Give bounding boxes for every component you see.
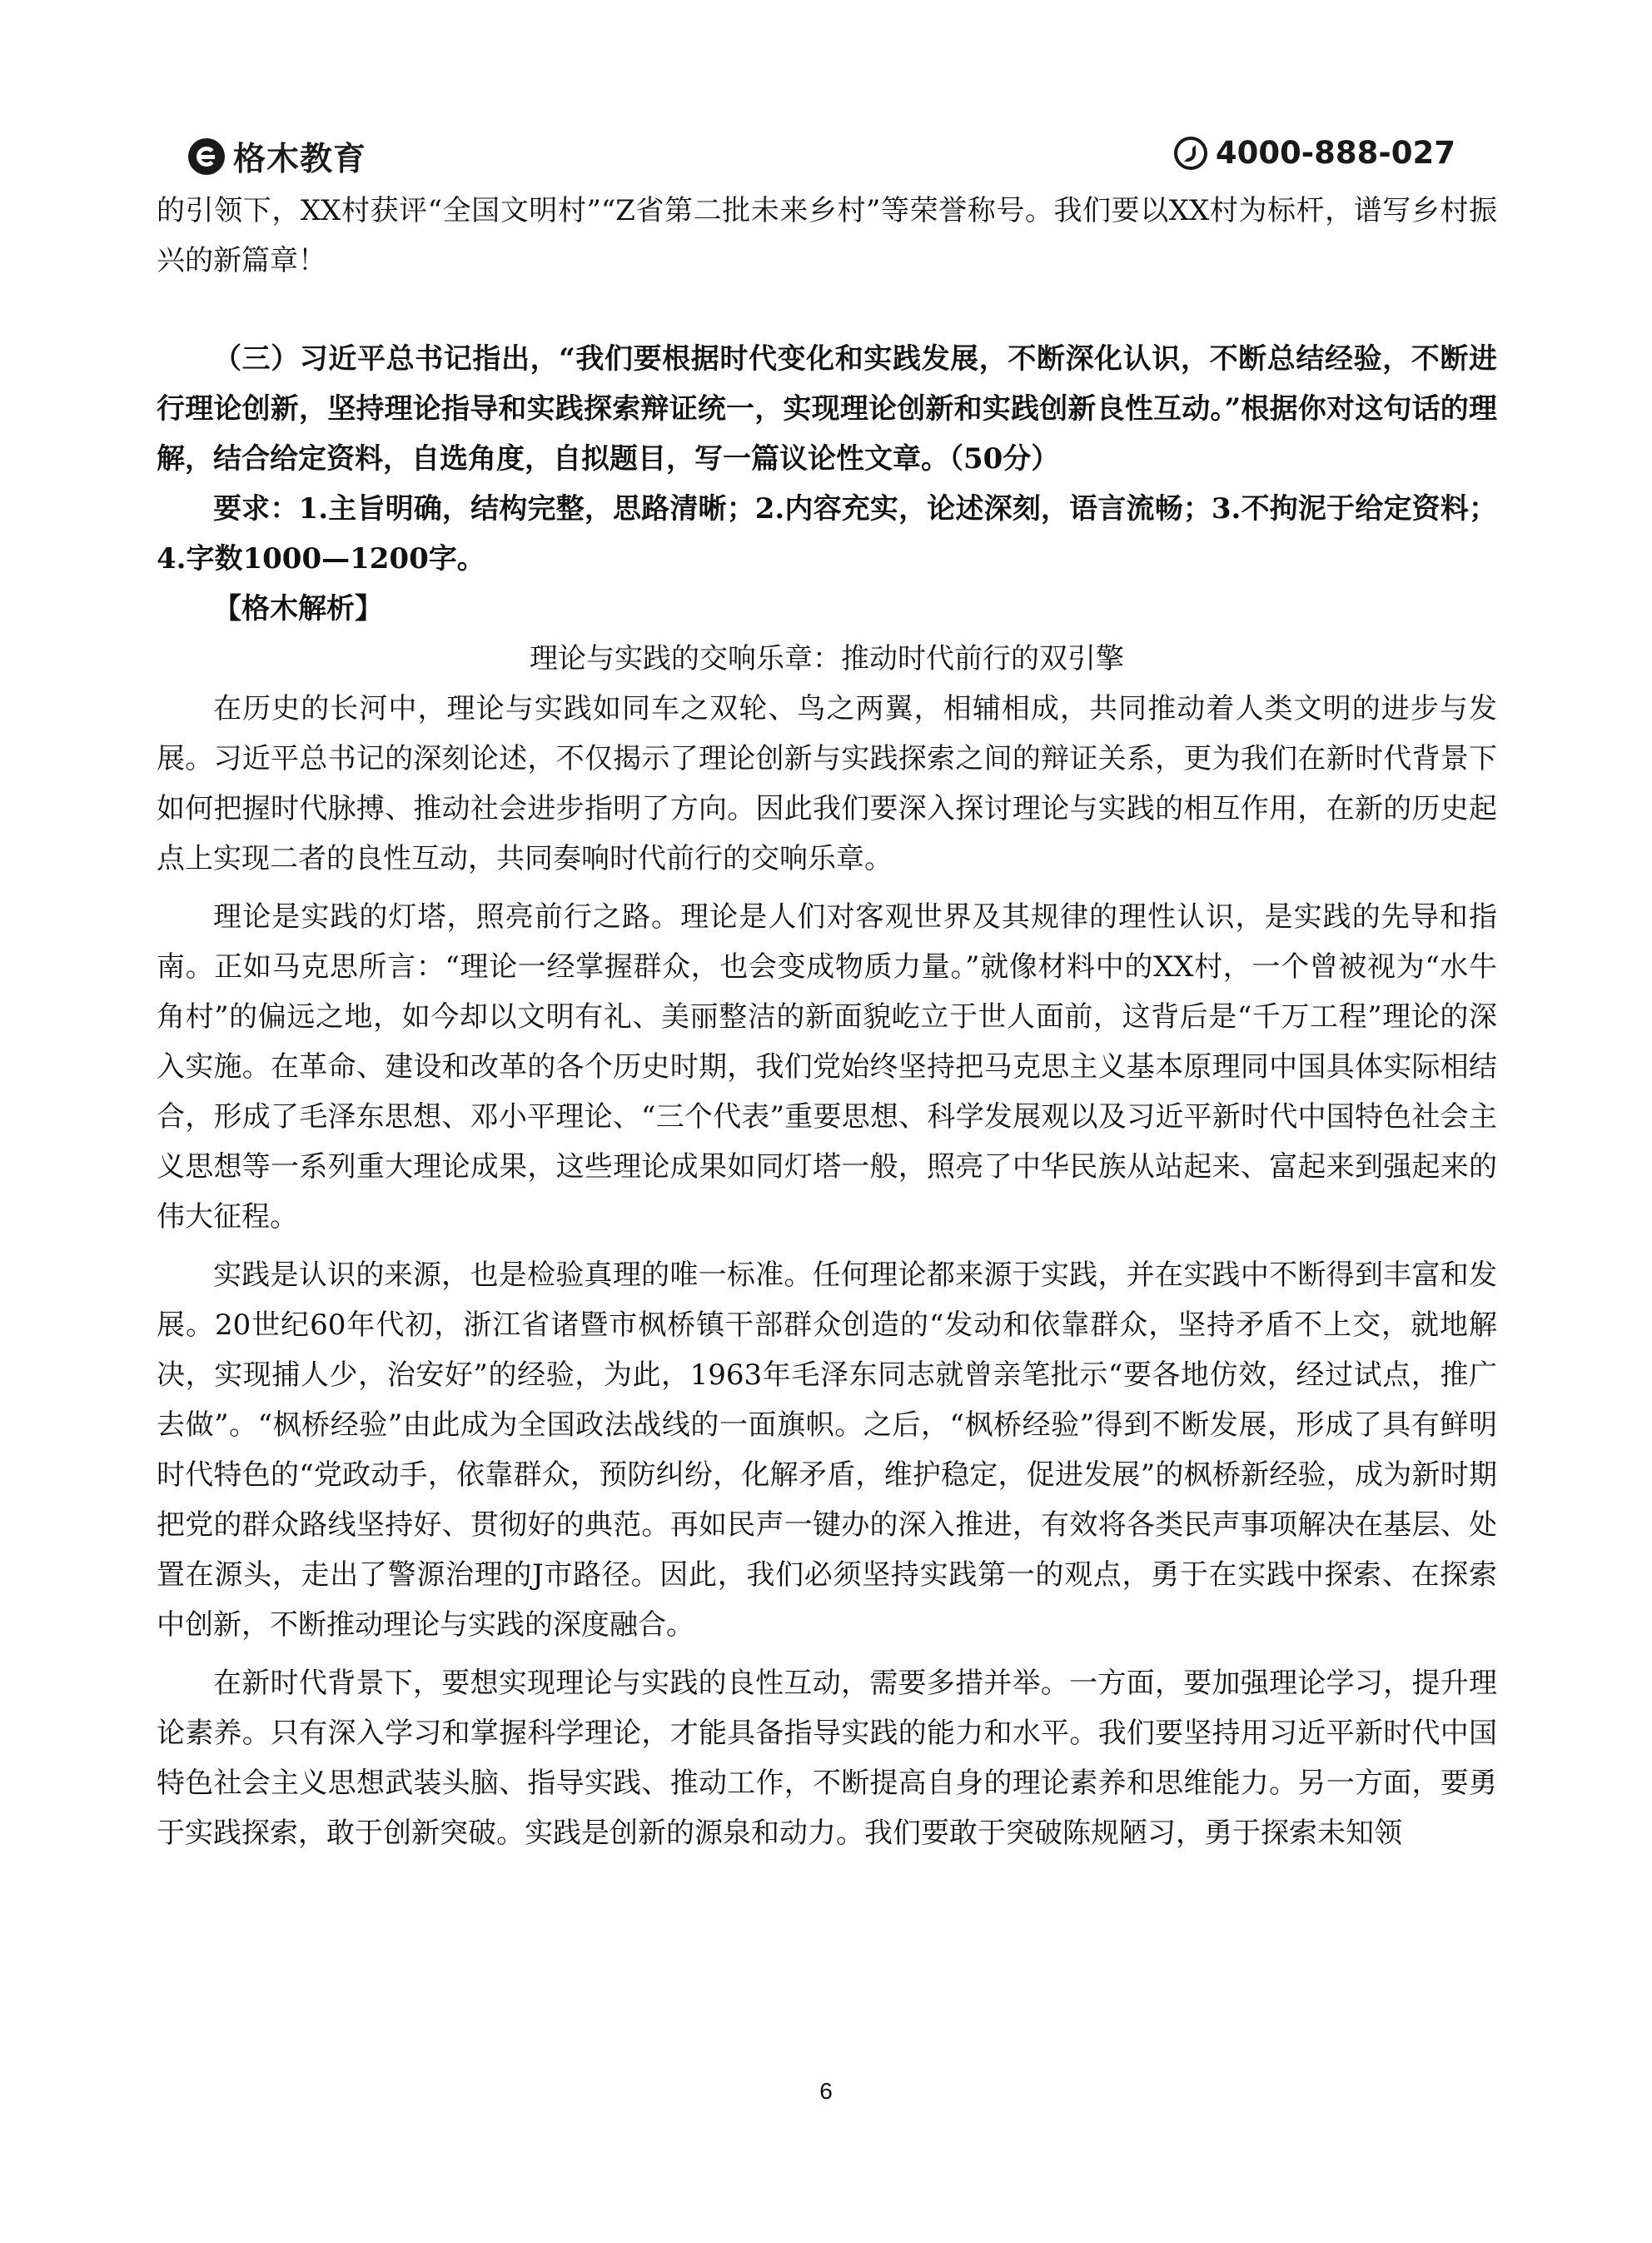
page-body: [157, 186, 1497, 1858]
analysis-label: 【格木解析】: [213, 592, 383, 626]
brand-name: 格木教育: [233, 141, 367, 178]
question-prompt: （三）习近平总书记指出，“我们要根据时代变化和实践发展，不断深化认识，不断总结经验，不断进行理论创新，坚持理论指导和实践探索辩证统一，实现理论创新和实践创新良性互动。”根据你对这句话的理解，结合给定资料，自选角度，自拟题目，写一篇议论性文章。（50分）: [157, 342, 1497, 476]
essay-paragraph: 在历史的长河中，理论与实践如同车之双轮、鸟之两翼，相辅相成，共同推动着人类文明的进步与发展。习近平总书记的深刻论述，不仅揭示了理论创新与实践探索之间的辩证关系，更为我们在新时代背景下如何把握时代脉搏、推动社会进步指明了方向。因此我们要深入探讨理论与实践的相互作用，在新的历史起点上实现二者的良性互动，共同奏响时代前行的交响乐章。: [157, 692, 1497, 875]
brand-logo-icon: [188, 138, 225, 175]
hotline: [1174, 135, 1455, 171]
phone-number: 4000-888-027: [1215, 135, 1455, 171]
page-number: 6: [819, 2078, 833, 2104]
essay-paragraph: 实践是认识的来源，也是检验真理的唯一标准。任何理论都来源于实践，并在实践中不断得到丰富和发展。20世纪60年代初，浙江省诸暨市枫桥镇干部群众创造的“发动和依靠群众，坚持矛盾不上交，就地解决，实现捕人少，治安好”的经验，为此，1963年毛泽东同志就曾亲笔批示“要各地仿效，经过试点，推广去做”。“枫桥经验”由此成为全国政法战线的一面旗帜。之后，“枫桥经验”得到不断发展，形成了具有鲜明时代特色的“党政动手，依靠群众，预防纠纷，化解矛盾，维护稳定，促进发展”的枫桥新经验，成为新时期把党的群众路线坚持好、贯彻好的典范。再如民声一键办的深入推进，有效将各类民声事项解决在基层、处置在源头，走出了警源治理的J市路径。因此，我们必须坚持实践第一的观点，勇于在实践中探索、在探索中创新，不断推动理论与实践的深度融合。: [157, 1259, 1497, 1642]
continued-paragraph: 的引领下，XX村获评“全国文明村”“Z省第二批未来乡村”等荣誉称号。我们要以XX村为标杆，谱写乡村振兴的新篇章！: [157, 194, 1497, 277]
page-header: [157, 125, 1489, 183]
essay-paragraph: 理论是实践的灯塔，照亮前行之路。理论是人们对客观世界及其规律的理性认识，是实践的先导和指南。正如马克思所言：“理论一经掌握群众，也会变成物质力量。”就像材料中的XX村，一个曾被视为“水牛角村”的偏远之地，如今却以文明有礼、美丽整洁的新面貌屹立于世人面前，这背后是“千万工程”理论的深入实施。在革命、建设和改革的各个历史时期，我们党始终坚持把马克思主义基本原理同中国具体实际相结合，形成了毛泽东思想、邓小平理论、“三个代表”重要思想、科学发展观以及习近平新时代中国特色社会主义思想等一系列重大理论成果，这些理论成果如同灯塔一般，照亮了中华民族从站起来、富起来到强起来的伟大征程。: [157, 900, 1497, 1234]
phone-icon: [1174, 137, 1207, 170]
essay-paragraph: 在新时代背景下，要想实现理论与实践的良性互动，需要多措并举。一方面，要加强理论学习，提升理论素养。只有深入学习和掌握科学理论，才能具备指导实践的能力和水平。我们要坚持用习近平新时代中国特色社会主义思想武装头脑、指导实践、推动工作，不断提高自身的理论素养和思维能力。另一方面，要勇于实践探索，敢于创新突破。实践是创新的源泉和动力。我们要敢于突破陈规陋习，勇于探索未知领: [157, 1667, 1497, 1850]
requirements: 要求：1.主旨明确，结构完整，思路清晰；2.内容充实，论述深刻，语言流畅；3.不拘泥于给定资料；4.字数1000—1200字。: [157, 492, 1497, 576]
essay-title: 理论与实践的交响乐章：推动时代前行的双引擎: [530, 642, 1124, 675]
brand-logo: [188, 133, 366, 180]
